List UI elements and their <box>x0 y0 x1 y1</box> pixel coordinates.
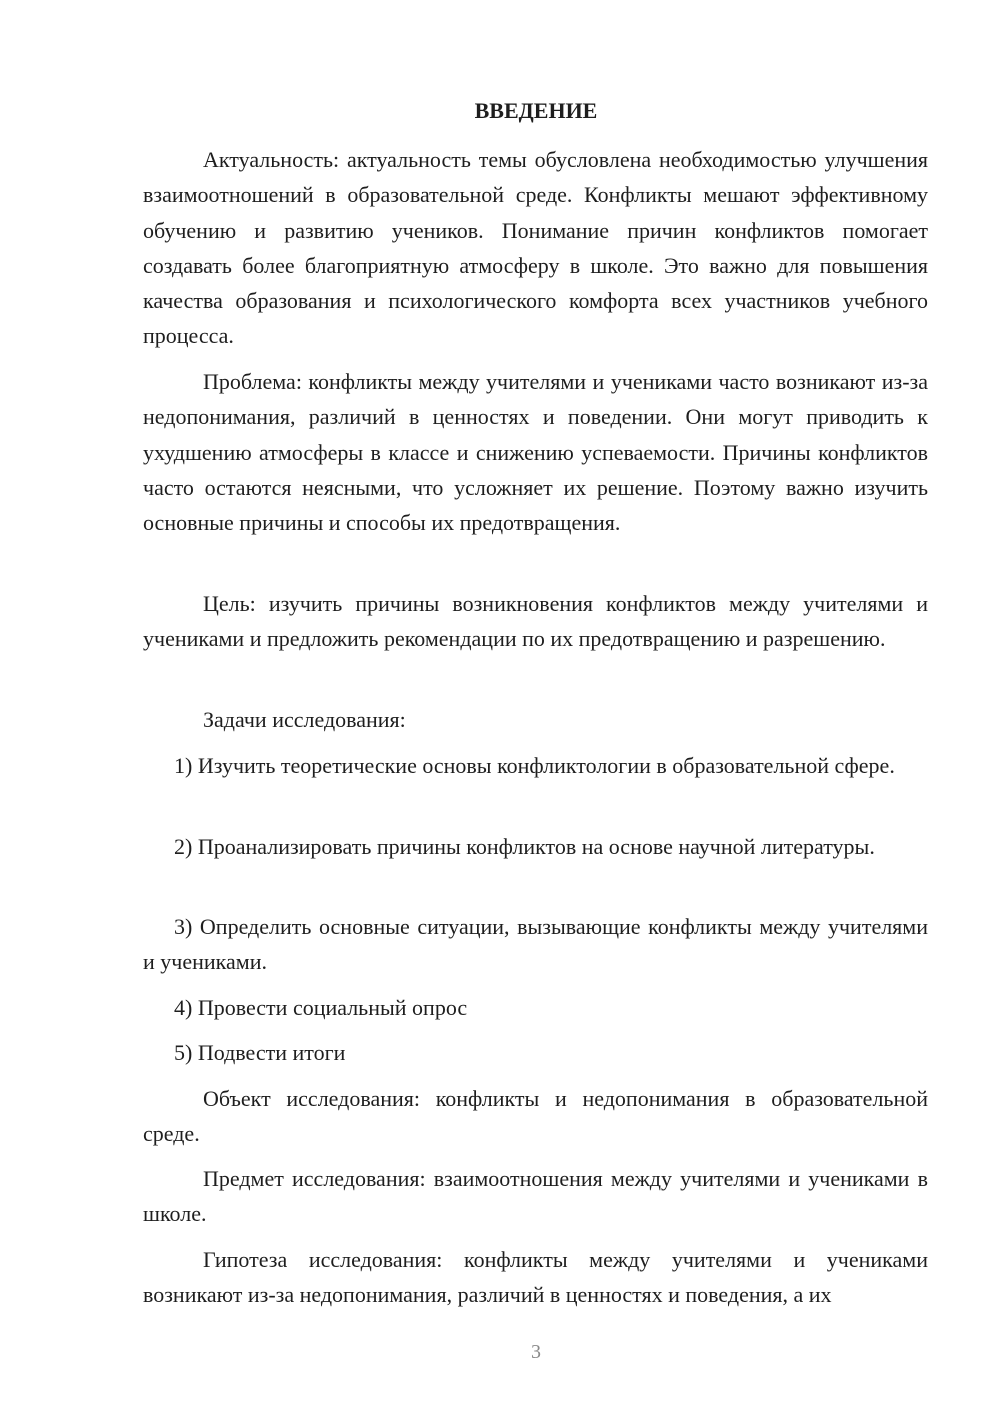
task-item-4: 4) Провести социальный опрос <box>174 995 468 1020</box>
page-title: ВВЕДЕНИЕ <box>474 98 598 123</box>
paragraph-relevance: Актуальность: актуальность темы обусловлена необходимостью улучшения взаимоотношений в образовательной среде. Конфликты мешают эффективному обучению и развитию учеников. Понимание причин конфликтов помогает создавать более благоприятную атмосферу в школе. Это важно для повышения качества образования и психологического комфорта всех участников учебного процесса. <box>143 147 928 349</box>
tasks-title: Задачи исследования: <box>203 707 406 732</box>
paragraph-subject: Предмет исследования: взаимоотношения между учителями и учениками в школе. <box>143 1166 928 1227</box>
paragraph-object: Объект исследования: конфликты и недопонимания в образовательной среде. <box>143 1086 928 1147</box>
task-item-1: 1) Изучить теоретические основы конфликтологии в образовательной сфере. <box>174 753 895 778</box>
paragraph-hypothesis: Гипотеза исследования: конфликты между учителями и учениками возникают из-за недопонимания, различий в ценностях и поведения, а их <box>143 1247 928 1308</box>
paragraph-problem: Проблема: конфликты между учителями и учениками часто возникают из-за недопонимания, различий в ценностях и поведении. Они могут приводить к ухудшению атмосферы в классе и снижению успеваемости. Причины конфликтов часто остаются неясными, что усложняет их решение. Поэтому важно изучить основные причины и способы их предотвращения. <box>143 369 928 536</box>
task-item-3: 3) Определить основные ситуации, вызывающие конфликты между учителями и учениками. <box>143 914 928 975</box>
page-number: 3 <box>531 1341 541 1363</box>
paragraph-goal: Цель: изучить причины возникновения конфликтов между учителями и учениками и предложить рекомендации по их предотвращению и разрешению. <box>143 591 928 652</box>
task-item-5: 5) Подвести итоги <box>174 1040 346 1065</box>
task-item-2: 2) Проанализировать причины конфликтов на основе научной литературы. <box>174 834 875 859</box>
